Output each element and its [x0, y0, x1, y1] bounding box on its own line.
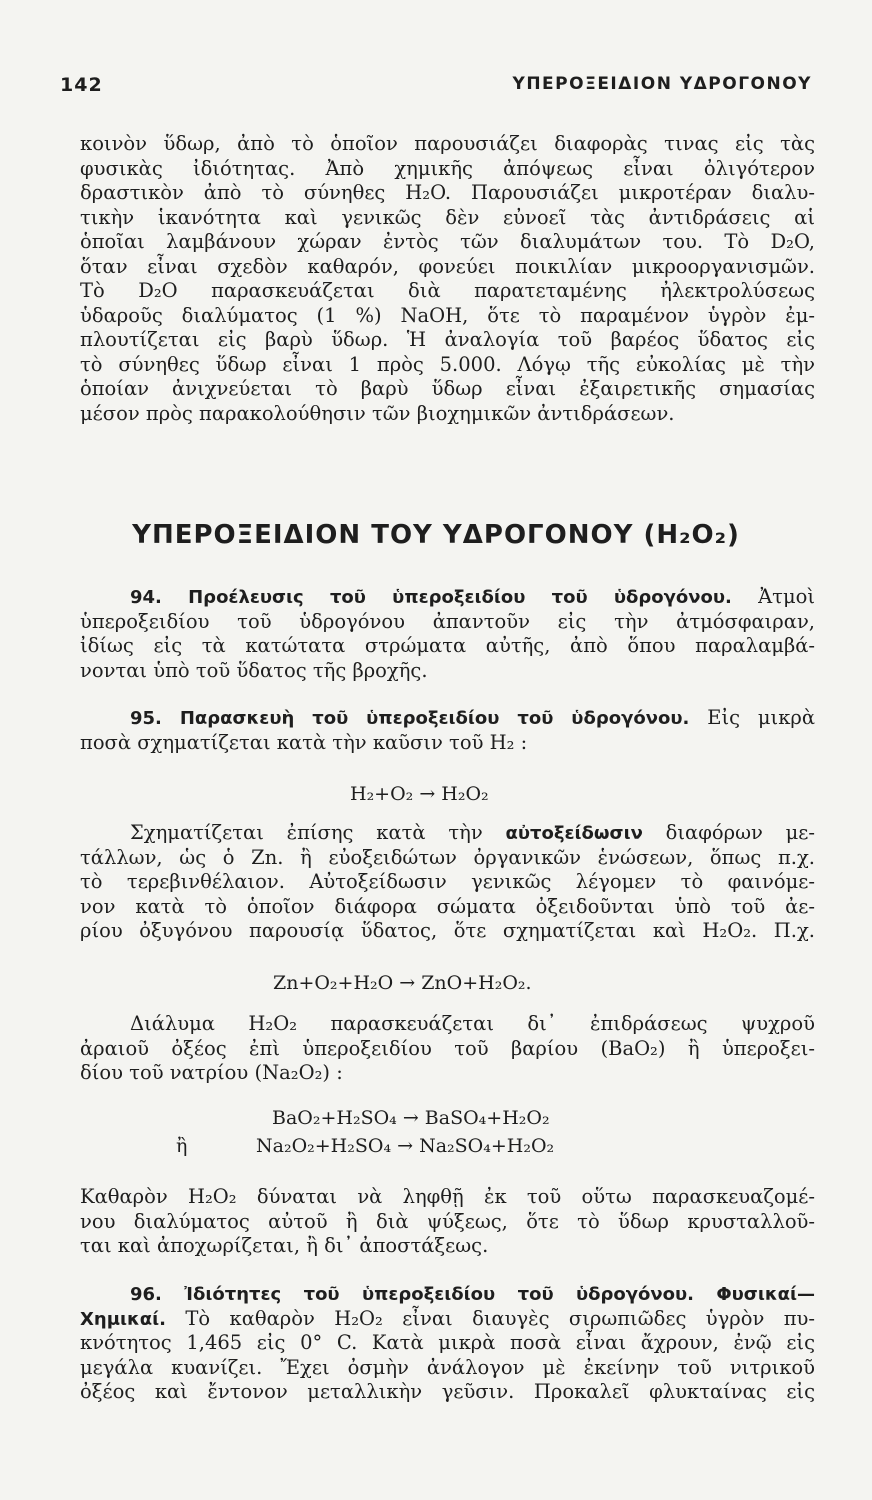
text-line: κοινὸν ὕδωρ, ἀπὸ τὸ ὁποῖον παρουσιάζει διαφορὰς τινας εἰς τὰς — [80, 132, 815, 155]
section-96 — [80, 1282, 815, 1405]
text-line — [80, 585, 815, 610]
equation-text: Zn+O₂+H₂O → ZnO+H₂O₂. — [273, 972, 532, 994]
bold-term: Φυσικαί— — [716, 1284, 816, 1305]
text-line: ὁποίαν ἀνιχνεύεται τὸ βαρὺ ὕδωρ εἶναι ἐξαιρετικῆς σημασίας — [80, 377, 815, 400]
text-line: ὑδαροῦς διαλύματος (1 %) NaOH, ὅτε τὸ παραμένον ὑγρὸν ἐμ- — [80, 303, 815, 327]
text-line: δραστικὸν ἀπὸ τὸ σύνηθες H₂O. Παρουσιάζει μικροτέραν διαλυ- — [80, 181, 815, 204]
running-title: ΥΠΕΡΟΞΕΙΔΙΟΝ ΥΔΡΟΓΟΝΟΥ — [512, 74, 812, 94]
text-line: ὀξέος καὶ ἔντονον μεταλλικὴν γεῦσιν. Προκαλεῖ φλυκταίνας εἰς — [80, 1380, 815, 1403]
text-fragment: Ἀτμοὶ — [758, 585, 816, 608]
text-line: ἀραιοῦ ὀξέος ἐπὶ ὑπεροξειδίου τοῦ βαρίου (BaO₂) ἢ ὑπεροξει- — [80, 1036, 815, 1060]
text-line: νον κατὰ τὸ ὁποῖον διάφορα σώματα ὀξειδοῦνται ὑπὸ τοῦ ἀε- — [80, 894, 815, 918]
equation-text: H₂+O₂ → H₂O₂ — [350, 783, 489, 805]
paragraph-preparation — [80, 1012, 815, 1086]
equation-text: Na₂O₂+H₂SO₄ → Na₂SO₄+H₂O₂ — [256, 1135, 555, 1157]
equation-text: BaO₂+H₂SO₄ → BaSO₄+H₂O₂ — [272, 1107, 550, 1129]
section-94 — [80, 585, 815, 683]
section-94-heading: 94. Προέλευσις τοῦ ὑπεροξειδίου τοῦ ὑδρογόνου. — [130, 587, 732, 608]
bold-term: Χημικαί. — [80, 1308, 166, 1330]
text-line: τὸ τερεβινθέλαιον. Αὐτοξείδωσιν γενικῶς λέγομεν τὸ φαινόμε- — [80, 870, 815, 893]
text-line: ὅταν εἶναι σχεδὸν καθαρόν, φονεύει ποικιλίαν μικροοργανισμῶν. — [80, 254, 815, 278]
text-line: κνότητος 1,465 εἰς 0° C. Κατὰ μικρὰ ποσὰ εἶναι ἄχρουν, ἐνῷ εἰς — [80, 1331, 815, 1354]
text-line: ὑπεροξειδίου τοῦ ὑδρογόνου ἀπαντοῦν εἰς τὴν ἀτμόσφαιραν, — [80, 609, 815, 633]
equation-prefix: ἢ — [176, 1135, 188, 1157]
text-line: Τὸ D₂O παρασκευάζεται διὰ παρατεταμένης ἠλεκτρολύσεως — [80, 279, 815, 302]
bold-term: αὐτοξείδωσιν — [505, 823, 643, 844]
page-number: 142 — [60, 74, 103, 96]
text-line — [80, 1307, 815, 1332]
text-line: τάλλων, ὡς ὁ Zn. ἢ εὐοξειδώτων ὀργανικῶν ἑνώσεων, ὅπως π.χ. — [80, 845, 815, 869]
text-line: πλουτίζεται εἰς βαρὺ ὕδωρ. Ἡ ἀναλογία τοῦ βαρέος ὕδατος εἰς — [80, 328, 815, 351]
text-line — [80, 821, 815, 846]
text-line: μεγάλα κυανίζει. Ἔχει ὀσμὴν ἀνάλογον μὲ ἐκείνην τοῦ νιτρικοῦ — [80, 1355, 815, 1379]
text-line: Διάλυμα H₂O₂ παρασκευάζεται δι᾽ ἐπιδράσεως ψυχροῦ — [130, 1012, 815, 1035]
section-95-heading: 95. Παρασκευὴ τοῦ ὑπεροξειδίου τοῦ ὑδρογόνου. — [130, 708, 690, 729]
text-line: δίου τοῦ νατρίου (Na₂O₂) : — [80, 1061, 343, 1084]
text-line: τικὴν ἱκανότητα καὶ γενικῶς δὲν εὐνοεῖ τὰς ἀντιδράσεις αἱ — [80, 205, 815, 229]
section-heading: ΥΠΕΡΟΞΕΙΔΙΟΝ ΤΟΥ ΥΔΡΟΓΟΝΟΥ (H₂O₂) — [132, 520, 740, 550]
text-line: ποσὰ σχηματίζεται κατὰ τὴν καῦσιν τοῦ H₂ : — [80, 730, 528, 754]
text-line: φυσικὰς ἰδιότητας. Ἀπὸ χημικῆς ἀπόψεως εἶναι ὀλιγότερον — [80, 156, 815, 180]
text-line: νονται ὑπὸ τοῦ ὕδατος τῆς βροχῆς. — [80, 658, 428, 682]
text-line — [80, 706, 815, 731]
text-fragment: Τὸ καθαρὸν H₂O₂ εἶναι διαυγὲς σιρωπιῶδες ὑγρὸν πυ- — [185, 1306, 815, 1330]
text-line: Καθαρὸν H₂O₂ δύναται νὰ ληφθῇ ἐκ τοῦ οὕτω παρασκευαζομέ- — [80, 1185, 815, 1208]
intro-paragraph — [80, 132, 815, 426]
paragraph-pure — [80, 1185, 815, 1259]
text-fragment: Εἰς μικρὰ — [707, 706, 816, 729]
paragraph-autoxidation — [80, 821, 815, 944]
text-line: ρίου ὀξυγόνου παρουσίᾳ ὕδατος, ὅτε σχηματίζεται καὶ H₂O₂. Π.χ. — [80, 919, 815, 942]
text-line: μέσον πρὸς παρακολούθησιν τῶν βιοχημικῶν ἀντιδράσεων. — [80, 401, 675, 425]
text-fragment: διαφόρων με- — [665, 821, 815, 844]
text-line: τὸ σύνηθες ὕδωρ εἶναι 1 πρὸς 5.000. Λόγῳ τῆς εὐκολίας μὲ τὴν — [80, 352, 815, 376]
section-96-heading: 96. Ἰδιότητες τοῦ ὑπεροξειδίου τοῦ ὑδρογόνου. — [130, 1284, 695, 1305]
text-line: νου διαλύματος αὐτοῦ ἢ διὰ ψύξεως, ὅτε τὸ ὕδωρ κρυσταλλοῦ- — [80, 1209, 815, 1233]
text-line: ὁποῖαι λαμβάνουν χώραν ἐντὸς τῶν διαλυμάτων του. Τὸ D₂O, — [80, 230, 815, 253]
text-line: ται καὶ ἀποχωρίζεται, ἢ δι᾽ ἀποστάξεως. — [80, 1234, 489, 1257]
page-header — [60, 74, 812, 104]
text-fragment: Σχηματίζεται ἐπίσης κατὰ τὴν — [130, 821, 483, 844]
text-line — [80, 1282, 815, 1307]
text-line: ἰδίως εἰς τὰ κατώτατα στρώματα αὐτῆς, ἀπὸ ὅπου παραλαμβά- — [80, 634, 815, 657]
section-95 — [80, 706, 815, 755]
